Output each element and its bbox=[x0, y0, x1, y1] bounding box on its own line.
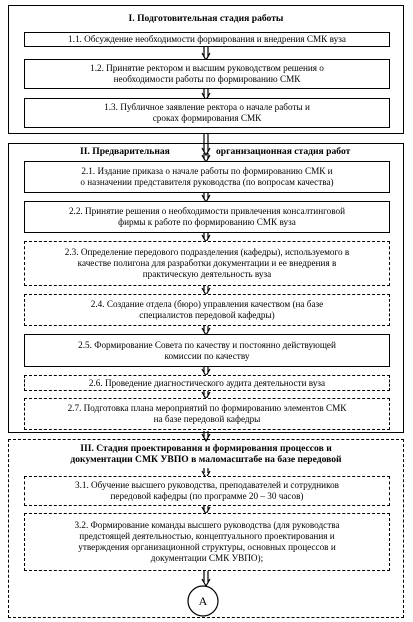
step-3-1 bbox=[24, 476, 390, 506]
step-1-2-line-1: 1.2. Принятие ректором и высшим руководством решения о bbox=[90, 63, 324, 73]
stage-2-title-left: II. Предварительная bbox=[80, 146, 170, 157]
step-2-2-line-2: фирмы к работе по формированию СМК вуза bbox=[118, 217, 296, 227]
step-2-7 bbox=[24, 398, 390, 430]
step-3-2 bbox=[24, 513, 390, 571]
step-3-2-line-3: утверждения организационной структуры, основных процессов и bbox=[78, 542, 336, 552]
step-1-3-line-2: сроках формирования СМК bbox=[152, 113, 262, 123]
step-2-3-line-1: 2.3. Определение передового подразделения (кафедры), используемого в bbox=[64, 247, 350, 257]
step-2-4 bbox=[24, 294, 390, 326]
step-1-1-text: 1.1. Обсуждение необходимости формирования и внедрения СМК вуза bbox=[68, 34, 346, 44]
step-3-2-line-4: документации СМК УВПО); bbox=[150, 553, 264, 563]
step-2-5-line-1: 2.5. Формирование Совета по качеству и постоянно действующей bbox=[78, 339, 336, 350]
step-2-1-line-2: о назначении представителя руководства (по вопросам качества) bbox=[80, 177, 334, 187]
step-2-1-line-1: 2.1. Издание приказа о начале работы по формированию СМК и bbox=[81, 166, 333, 176]
stage-1-title: I. Подготовительная стадия работы bbox=[128, 13, 284, 24]
step-1-3 bbox=[24, 98, 390, 128]
step-2-3 bbox=[24, 241, 390, 286]
step-1-3-line-1: 1.3. Публичное заявление ректора о начале работы и bbox=[104, 102, 310, 112]
stage-3-title bbox=[8, 443, 404, 465]
step-1-2-line-2: необходимости работы по формированию СМК bbox=[113, 74, 301, 84]
step-3-2-line-1: 3.2. Формирование команды высшего руководства (для руководства bbox=[74, 520, 340, 530]
step-2-7-line-1: 2.7. Подготовка плана мероприятий по формированию элементов СМК bbox=[67, 403, 347, 413]
step-1-1 bbox=[24, 32, 390, 47]
step-2-6-text: 2.6. Проведение диагностического аудита деятельности вуза bbox=[88, 377, 326, 388]
stage-2-title-right: организационная стадия работ bbox=[216, 146, 351, 157]
step-2-3-line-3: практическую деятельность вуза bbox=[142, 269, 272, 279]
stage-3-title-line-2: документации СМК УВПО в маломасштабе на базе передовой bbox=[70, 454, 342, 465]
step-2-5 bbox=[24, 334, 390, 367]
step-3-1-line-2: передовой кафедры (по программе 20 – 30 часов) bbox=[110, 491, 304, 501]
step-2-7-line-2: на базе передовой кафедры bbox=[153, 414, 261, 424]
connector-label: А bbox=[198, 594, 208, 608]
step-1-2 bbox=[24, 59, 390, 89]
step-3-1-line-1: 3.1. Обучение высшего руководства, преподавателей и сотрудников bbox=[74, 480, 340, 490]
step-2-4-line-1: 2.4. Создание отдела (бюро) управления качеством (на базе bbox=[90, 299, 324, 309]
step-2-2 bbox=[24, 201, 390, 233]
step-2-2-line-1: 2.2. Принятие решения о необходимости привлечения консалтинговой bbox=[68, 206, 346, 216]
step-2-3-line-2: качестве полигона для разработки документации и ее внедрения в bbox=[77, 258, 337, 268]
stage-3-title-line-1: III. Стадия проектирования и формирования процессов и bbox=[80, 443, 332, 454]
step-2-6 bbox=[24, 375, 390, 391]
step-3-2-line-2: предстоящей деятельностью, концептуального проектирования и bbox=[79, 531, 335, 541]
step-2-5-line-2: комиссии по качеству bbox=[164, 350, 250, 361]
step-2-4-line-2: специалистов передовой кафедры) bbox=[139, 310, 275, 320]
step-2-1 bbox=[24, 161, 390, 193]
